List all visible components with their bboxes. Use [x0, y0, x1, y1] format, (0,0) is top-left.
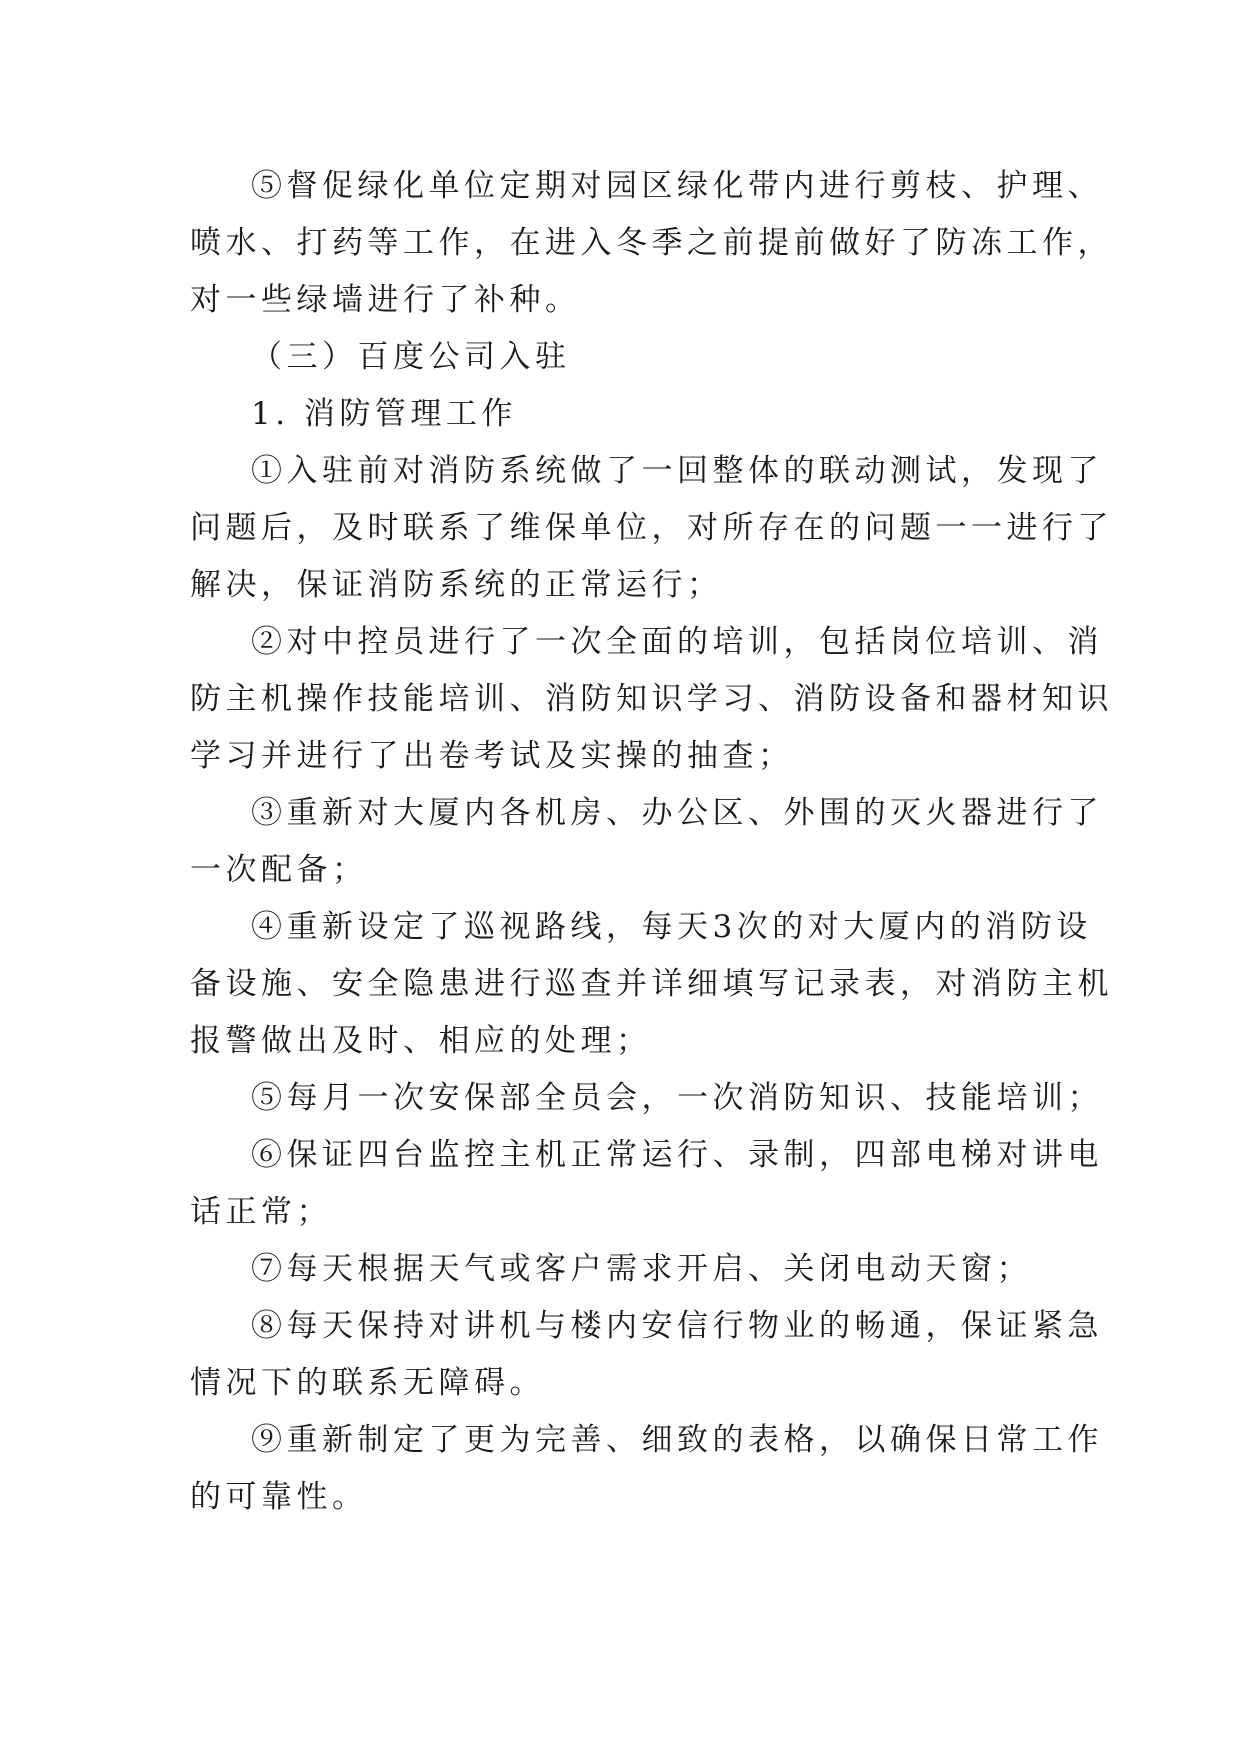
text-line: ⑨重新制定了更为完善、细致的表格，以确保日常工作 — [251, 1422, 1103, 1458]
text-line: ⑥保证四台监控主机正常运行、录制，四部电梯对讲电 — [251, 1137, 1103, 1173]
text-line: ⑤每月一次安保部全员会，一次消防知识、技能培训； — [251, 1080, 1103, 1116]
text-line: 学习并进行了出卷考试及实操的抽查； — [190, 738, 794, 774]
text-line: 一次配备； — [190, 852, 368, 888]
section-heading: （三）百度公司入驻 — [251, 339, 571, 375]
text-line: 情况下的联系无障碍。 — [190, 1365, 545, 1401]
text-line: 解决，保证消防系统的正常运行； — [190, 567, 723, 603]
text-line: ⑧每天保持对讲机与楼内安信行物业的畅通，保证紧急 — [251, 1308, 1103, 1344]
text-line: ③重新对大厦内各机房、办公区、外围的灭火器进行了 — [251, 795, 1103, 831]
subsection-heading: 1. 消防管理工作 — [251, 396, 517, 432]
text-line: 话正常； — [190, 1194, 332, 1230]
text-line: 报警做出及时、相应的处理； — [190, 1023, 652, 1059]
text-line: ⑦每天根据天气或客户需求开启、关闭电动天窗； — [251, 1251, 1032, 1287]
text-line: 备设施、安全隐患进行巡查并详细填写记录表，对消防主机 — [190, 966, 1113, 1002]
text-line: 对一些绿墙进行了补种。 — [190, 282, 581, 318]
text-line: 的可靠性。 — [190, 1479, 368, 1515]
text-line: 问题后，及时联系了维保单位，对所存在的问题一一进行了 — [190, 510, 1113, 546]
text-line: ①入驻前对消防系统做了一回整体的联动测试，发现了 — [251, 453, 1103, 489]
text-line: ②对中控员进行了一次全面的培训，包括岗位培训、消 — [251, 624, 1103, 660]
text-line: 防主机操作技能培训、消防知识学习、消防设备和器材知识 — [190, 681, 1113, 717]
text-line: ④重新设定了巡视路线，每天3次的对大厦内的消防设 — [251, 909, 1092, 945]
text-line: ⑤督促绿化单位定期对园区绿化带内进行剪枝、护理、 — [251, 168, 1103, 204]
text-line: 喷水、打药等工作，在进入冬季之前提前做好了防冻工作， — [190, 225, 1113, 261]
